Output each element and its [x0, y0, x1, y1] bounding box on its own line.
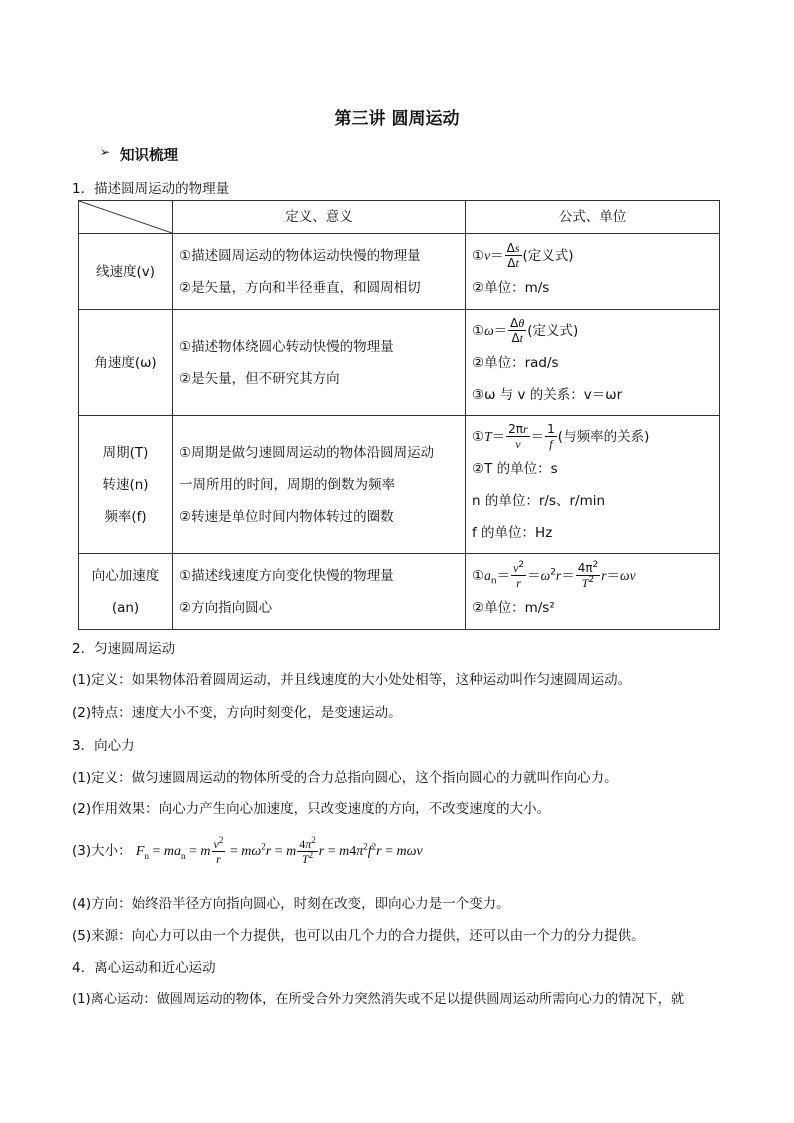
formula-line: f 的单位：Hz — [472, 524, 553, 541]
header-formula: 公式、单位 — [466, 201, 720, 234]
table-header-row — [79, 201, 720, 234]
row-name-centripetal-acceleration — [79, 554, 173, 630]
heading-1: 1．描述圆周运动的物理量 — [72, 181, 230, 197]
formula-note: (定义式) — [527, 322, 579, 339]
diagonal-header-cell — [79, 201, 173, 234]
definition-line: ②是矢量，方向和半径垂直，和圆周相切 — [179, 279, 421, 296]
paragraph: (2)特点：速度大小不变，方向时刻变化，是变速运动。 — [72, 705, 402, 721]
row-formula — [466, 310, 720, 416]
row-name-line: 频率(f) — [104, 508, 147, 525]
formula-note: (与频率的关系) — [557, 428, 650, 445]
arrow-bullet-icon: ➢ — [100, 145, 111, 159]
table-row — [79, 310, 720, 416]
formula-line: ①T＝ $\frac{2\pi r}{v}$ ＝ $\frac{1}{f}$ (与频率的关系) — [472, 422, 650, 451]
table-row — [79, 234, 720, 310]
formula-paragraph — [72, 832, 423, 871]
row-name-angular-velocity: 角速度(ω) — [79, 310, 173, 416]
row-definition — [173, 310, 466, 416]
paragraph: (4)方向：始终沿半径方向指向圆心，时刻在改变，即向心力是一个变力。 — [72, 896, 510, 912]
formula-note: (定义式) — [522, 247, 574, 264]
formula-line: ①ω＝ $\frac{\Delta\theta}{\Delta t}$ (定义式) — [472, 316, 579, 345]
row-definition — [173, 554, 466, 630]
heading-3: 3．向心力 — [72, 738, 135, 754]
heading-2: 2．匀速圆周运动 — [72, 641, 176, 657]
definition-line: ①描述线速度方向变化快慢的物理量 — [179, 567, 394, 584]
definition-line: ①周期是做匀速圆周运动的物体沿圆周运动 — [179, 444, 435, 461]
definition-line: ②转速是单位时间内物体转过的圈数 — [179, 508, 394, 525]
formula-line: ③ω 与 v 的关系：v＝ωr — [472, 386, 623, 403]
row-name-period — [79, 416, 173, 554]
definition-line: 一周所用的时间，周期的倒数为频率 — [179, 476, 395, 493]
row-definition — [173, 416, 466, 554]
table-row — [79, 416, 720, 554]
table-row — [79, 554, 720, 630]
quantities-table — [78, 200, 720, 630]
header-definition: 定义、意义 — [173, 201, 466, 234]
row-name-linear-velocity: 线速度(v) — [79, 234, 173, 310]
formula-line: n 的单位：r/s、r/min — [472, 492, 606, 509]
formula-line: ②T 的单位：s — [472, 460, 558, 477]
page-title: 第三讲 圆周运动 — [334, 109, 460, 129]
row-name-line: (an) — [111, 599, 140, 616]
definition-line: ②方向指向圆心 — [179, 599, 273, 616]
formula-line: ②单位：rad/s — [472, 354, 559, 371]
paragraph: (1)离心运动：做圆周运动的物体，在所受合外力突然消失或不足以提供圆周运动所需向心力的情况下，就 — [72, 992, 685, 1007]
section-heading: 知识梳理 — [120, 148, 178, 164]
row-formula — [466, 554, 720, 630]
paragraph: (2)作用效果：向心力产生向心加速度，只改变速度的方向，不改变速度的大小。 — [72, 801, 551, 817]
formula-line: $①a_n=$ $\frac{v^2}{r}$ $=\omega^2r=$ $\frac{4\pi^2}{T^2}$ r＝ωv — [472, 560, 636, 590]
row-name-line: 转速(n) — [102, 476, 149, 493]
row-name-line: 周期(T) — [102, 444, 149, 461]
paragraph: (1)定义：如果物体沿着圆周运动，并且线速度的大小处处相等，这种运动叫作匀速圆周运动。 — [72, 672, 632, 688]
formula-line: ②单位：m/s² — [472, 599, 555, 616]
paragraph: (1)定义：做匀速圆周运动的物体所受的合力总指向圆心，这个指向圆心的力就叫作向心力。 — [72, 770, 618, 786]
definition-line: ②是矢量，但不研究其方向 — [179, 370, 340, 387]
formula-label: (3)大小： — [72, 843, 132, 859]
paragraph: (5)来源：向心力可以由一个力提供，也可以由几个力的合力提供，还可以由一个力的分力提供。 — [72, 928, 645, 944]
row-formula — [466, 234, 720, 310]
centripetal-force-formula: $F_n = ma_n = m$ $\frac{v^2}{r}$ = $m\omega^2r = m$ $\frac{4\pi^2}{T^2}$ $r = m4\pi^2f^2r = m\omega v$ — [135, 835, 423, 867]
definition-line: ①描述圆周运动的物体运动快慢的物理量 — [179, 247, 421, 264]
definition-line: ①描述物体绕圆心转动快慢的物理量 — [179, 338, 394, 355]
formula-line: ①v＝ $\frac{\Delta s}{\Delta t}$ (定义式) — [472, 241, 574, 270]
row-formula — [466, 416, 720, 554]
heading-4: 4．离心运动和近心运动 — [72, 960, 216, 976]
row-definition — [173, 234, 466, 310]
formula-line: ②单位：m/s — [472, 279, 550, 296]
row-name-line: 向心加速度 — [91, 567, 160, 584]
